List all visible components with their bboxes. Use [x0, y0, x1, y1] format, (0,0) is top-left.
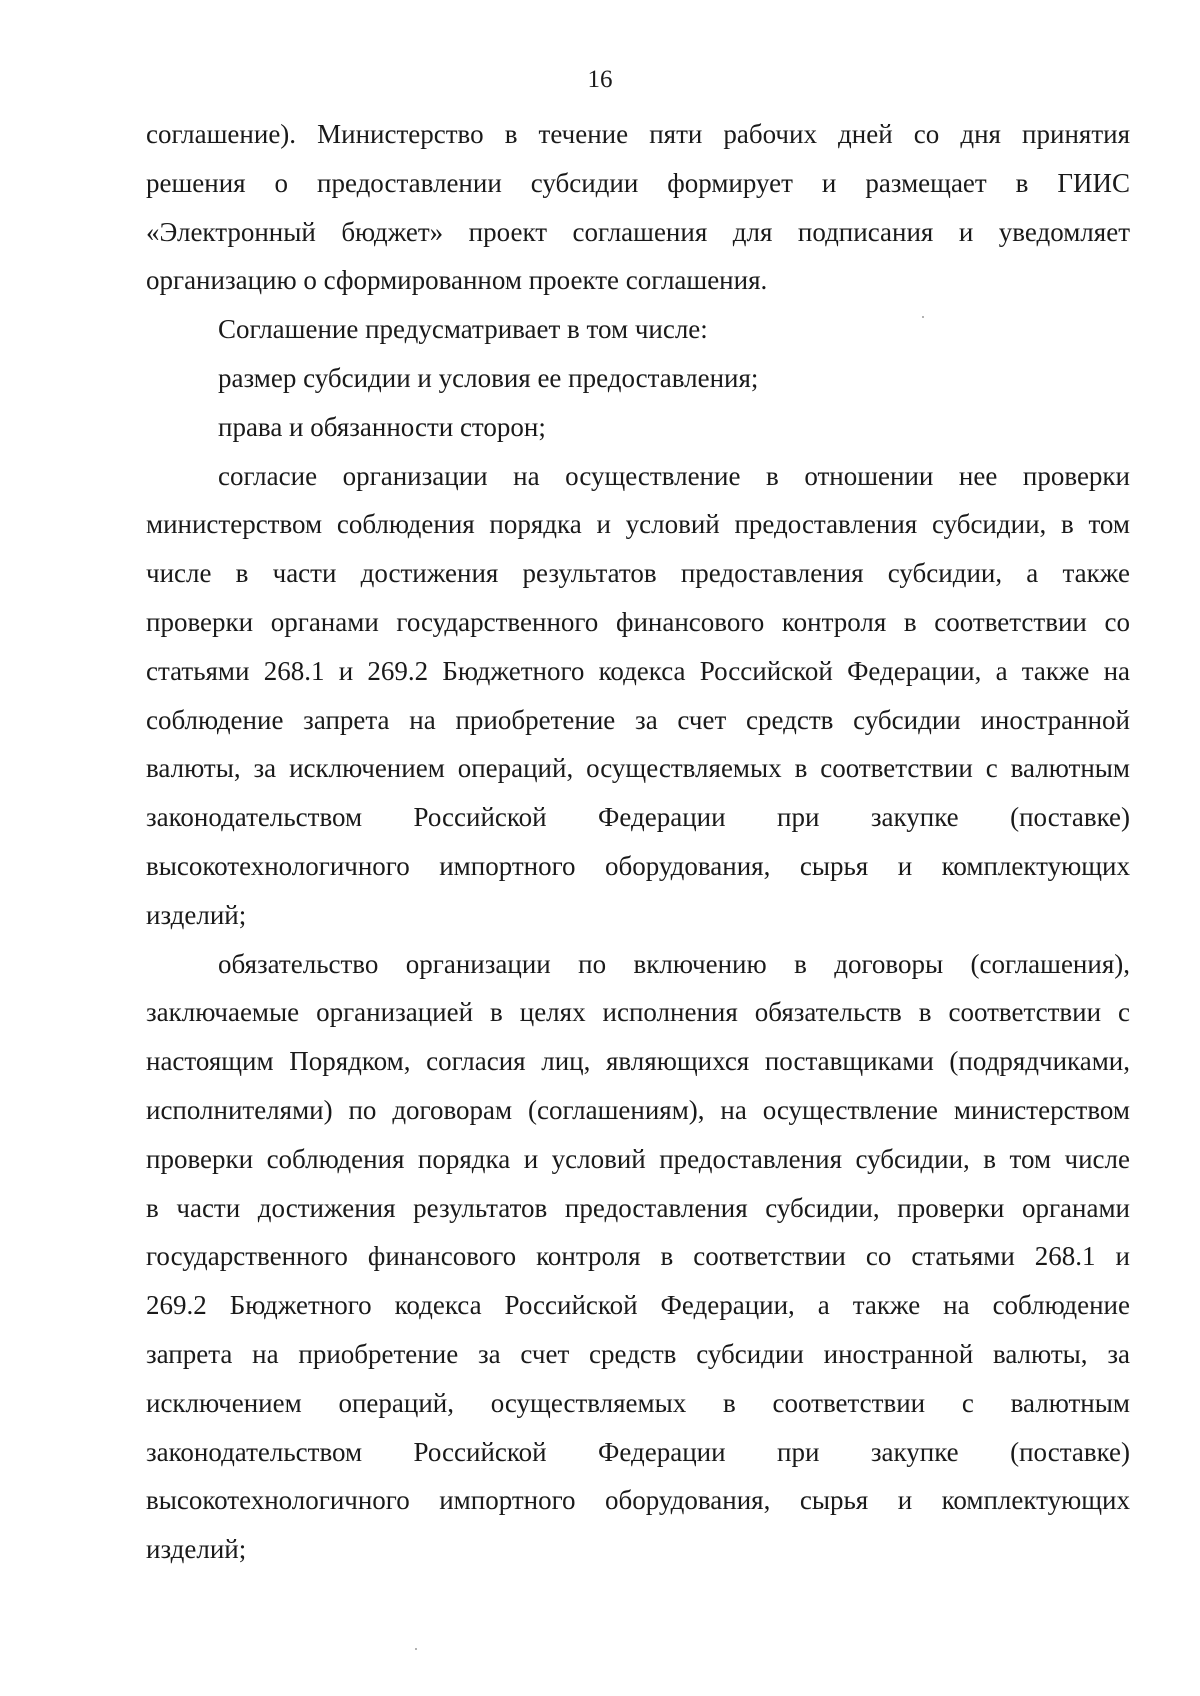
- text-line: государственного финансового контроля в соответствии со статьями 268.1 и: [146, 1241, 1130, 1272]
- document-body: [146, 110, 1130, 1574]
- text-line: обязательство организации по включению в договоры (соглашения),: [218, 948, 1130, 979]
- text-line: решения о предоставлении субсидии формирует и размещает в ГИИС: [146, 167, 1130, 198]
- text-line: Соглашение предусматривает в том числе:: [218, 314, 708, 345]
- text-line: «Электронный бюджет» проект соглашения для подписания и уведомляет: [146, 216, 1130, 247]
- text-line: размер субсидии и условия ее предоставления;: [218, 362, 759, 393]
- text-line: проверки органами государственного финансового контроля в соответствии со: [146, 606, 1130, 637]
- text-line: соблюдение запрета на приобретение за счет средств субсидии иностранной: [146, 704, 1130, 735]
- text-line: права и обязанности сторон;: [218, 411, 546, 442]
- text-line: законодательством Российской Федерации при закупке (поставке): [146, 1436, 1130, 1467]
- text-line: запрета на приобретение за счет средств субсидии иностранной валюты, за: [146, 1338, 1130, 1369]
- text-line: настоящим Порядком, согласия лиц, являющихся поставщиками (подрядчиками,: [146, 1046, 1130, 1077]
- text-line: исключением операций, осуществляемых в соответствии с валютным: [146, 1387, 1130, 1418]
- scan-speck: [415, 1648, 417, 1650]
- text-line: заключаемые организацией в целях исполнения обязательств в соответствии с: [146, 997, 1130, 1028]
- text-line: соглашение). Министерство в течение пяти рабочих дней со дня принятия: [146, 119, 1130, 149]
- text-line: изделий;: [146, 899, 247, 930]
- text-line: проверки соблюдения порядка и условий предоставления субсидии, в том числе: [146, 1143, 1130, 1174]
- text-line: числе в части достижения результатов предоставления субсидии, а также: [146, 558, 1130, 589]
- text-line: исполнителями) по договорам (соглашениям), на осуществление министерством: [146, 1094, 1130, 1125]
- text-line: изделий;: [146, 1534, 247, 1565]
- text-line: законодательством Российской Федерации при закупке (поставке): [146, 802, 1130, 833]
- text-line: валюты, за исключением операций, осуществляемых в соответствии с валютным: [146, 753, 1130, 784]
- text-line: высокотехнологичного импортного оборудования, сырья и комплектующих: [146, 850, 1130, 881]
- page-number: 16: [587, 66, 613, 93]
- text-line: высокотехнологичного импортного оборудования, сырья и комплектующих: [146, 1485, 1130, 1516]
- text-line: 269.2 Бюджетного кодекса Российской Федерации, а также на соблюдение: [146, 1290, 1130, 1321]
- text-line: статьями 268.1 и 269.2 Бюджетного кодекса Российской Федерации, а также на: [146, 655, 1130, 686]
- text-line: в части достижения результатов предоставления субсидии, проверки органами: [146, 1192, 1130, 1223]
- scan-speck: [922, 316, 924, 318]
- text-line: организацию о сформированном проекте соглашения.: [146, 265, 768, 296]
- text-line: министерством соблюдения порядка и условий предоставления субсидии, в том: [146, 509, 1130, 540]
- text-line: согласие организации на осуществление в отношении нее проверки: [218, 460, 1130, 491]
